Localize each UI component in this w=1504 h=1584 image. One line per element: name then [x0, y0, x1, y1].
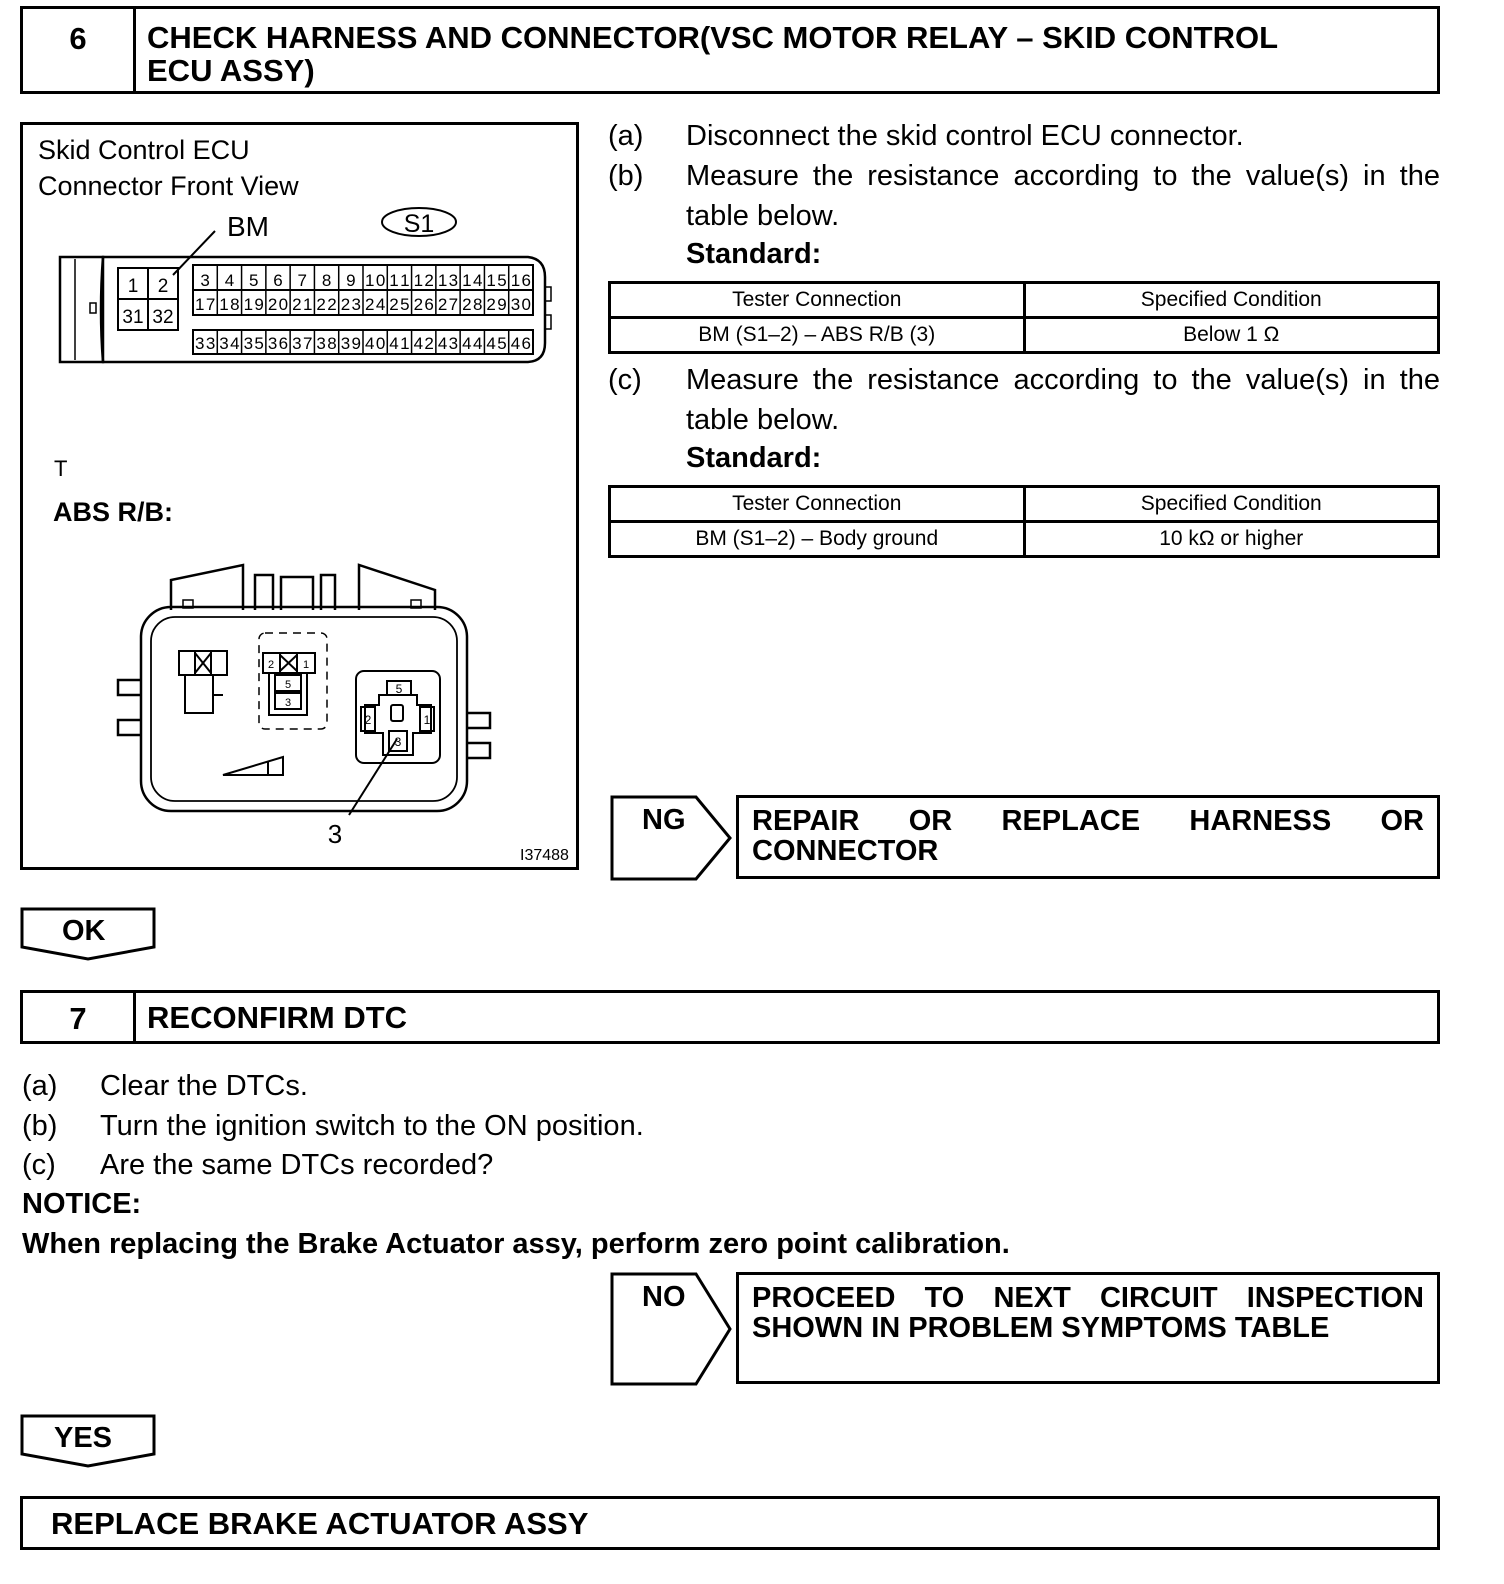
- step6-item-b: [608, 156, 1448, 236]
- small-relay-socket: [259, 633, 327, 729]
- relay-pin-2: 2: [364, 713, 372, 727]
- pin-label: 37: [292, 334, 313, 353]
- step6-item-b-line1: Measure the resistance according to the value(s) in the: [686, 160, 1440, 192]
- pin-label: 3: [200, 271, 210, 290]
- small-pin-5: 5: [284, 679, 292, 691]
- step7-item-a-label: (a): [22, 1070, 58, 1102]
- final-action-box: [20, 1496, 1440, 1550]
- step7-item-a: [22, 1066, 822, 1106]
- no-word: CIRCUIT: [1099, 1282, 1218, 1314]
- pin-label: 27: [437, 295, 459, 314]
- step6-item-c-line2: table below.: [686, 404, 840, 436]
- pin-label: 17: [195, 295, 216, 314]
- bm-pin-label: BM: [227, 211, 269, 242]
- spec-table-2-header: [610, 487, 1439, 522]
- figure-caption-line1: Skid Control ECU: [38, 135, 250, 165]
- pin-label: 24: [365, 295, 386, 314]
- table-row: [610, 522, 1439, 557]
- table2-header-connection: Tester Connection: [610, 487, 1025, 522]
- no-word: INSPECTION: [1246, 1282, 1424, 1314]
- fuse-socket-left: [179, 651, 227, 713]
- small-pin-3: 3: [284, 697, 292, 709]
- pin-label: 13: [437, 271, 459, 290]
- ng-word: REPLACE: [1001, 805, 1141, 837]
- no-result-line1: [752, 1283, 1424, 1314]
- spec-table-2: [608, 485, 1440, 558]
- ng-result-line1: [752, 806, 1424, 837]
- table1-header-connection: Tester Connection: [610, 283, 1025, 318]
- step6-header-divider: [133, 9, 136, 91]
- pin-31: 31: [122, 307, 144, 328]
- step6-item-b-line2: table below.: [686, 200, 840, 232]
- step7-item-b-label: (b): [22, 1110, 58, 1142]
- table1-cell-condition: Below 1 Ω: [1024, 318, 1439, 353]
- pin-label: 35: [243, 334, 264, 353]
- pin-label: 15: [486, 271, 507, 290]
- ng-label: NG: [642, 804, 686, 836]
- step7-item-a-text: Clear the DTCs.: [100, 1070, 308, 1102]
- pin-label: 41: [389, 334, 410, 353]
- pin-label: 19: [243, 295, 264, 314]
- pin-label: 29: [486, 295, 507, 314]
- step6-header: [20, 6, 1440, 94]
- pin-label: 5: [248, 271, 259, 290]
- step7-item-b-text: Turn the ignition switch to the ON position.: [100, 1110, 644, 1142]
- pin-2: 2: [157, 276, 169, 297]
- spec-table-1: [608, 281, 1440, 354]
- pin-label: 21: [292, 295, 313, 314]
- relay-pin-3: 3: [394, 735, 402, 749]
- stray-letter: T: [54, 456, 68, 481]
- small-pin-1: 1: [302, 659, 310, 671]
- pin-label: 16: [510, 271, 531, 290]
- pin-label: 10: [365, 271, 386, 290]
- connector-code: S1: [403, 210, 435, 238]
- step6-item-a: [608, 116, 1448, 156]
- pin-label: 33: [195, 334, 216, 353]
- pin-32: 32: [152, 307, 174, 328]
- step7-item-c-text: Are the same DTCs recorded?: [100, 1149, 494, 1181]
- pin-label: 43: [437, 334, 459, 353]
- step7-number: 7: [69, 1001, 87, 1036]
- pin-label: 42: [413, 334, 434, 353]
- step6-item-c-label: (c): [608, 364, 642, 396]
- table1-cell-connection: BM (S1–2) – ABS R/B (3): [610, 318, 1025, 353]
- pin-label: 45: [486, 334, 507, 353]
- pin-label: 44: [462, 334, 483, 353]
- table1-header-condition: Specified Condition: [1024, 283, 1439, 318]
- pin-label: 22: [316, 295, 337, 314]
- step6-item-a-text: Disconnect the skid control ECU connector.: [686, 120, 1244, 152]
- pin-1: 1: [127, 276, 139, 297]
- pin-label: 18: [219, 295, 240, 314]
- step7-header-divider: [133, 993, 136, 1041]
- relay-pin-1: 1: [423, 713, 431, 727]
- ng-word: HARNESS: [1189, 805, 1332, 837]
- step7-item-c-label: (c): [22, 1149, 56, 1181]
- figure-caption-line2: Connector Front View: [38, 171, 299, 201]
- ng-result-line2: CONNECTOR: [752, 835, 939, 867]
- ok-label: OK: [62, 915, 106, 947]
- no-result-box: [736, 1272, 1440, 1384]
- pin-label: 34: [219, 334, 240, 353]
- step6-title-line1: CHECK HARNESS AND CONNECTOR(VSC MOTOR RELAY – SKID CONTROL: [147, 20, 1279, 55]
- wedge-mark: [223, 757, 283, 775]
- no-word: NEXT: [993, 1282, 1071, 1314]
- abs-rb-label: ABS R/B:: [53, 497, 173, 527]
- step6-item-c: [608, 360, 1448, 440]
- step6-item-b-label: (b): [608, 160, 644, 192]
- no-label: NO: [642, 1281, 686, 1313]
- pin-label: 28: [462, 295, 483, 314]
- pin-label: 12: [413, 271, 434, 290]
- small-pin-2: 2: [267, 659, 275, 671]
- connector-figure: [20, 122, 579, 870]
- pin-label: 38: [316, 334, 337, 353]
- pin-label: 20: [267, 295, 289, 314]
- step7-title: RECONFIRM DTC: [147, 1000, 408, 1035]
- ng-result-box: [736, 795, 1440, 879]
- notice-label: NOTICE:: [22, 1188, 142, 1220]
- notice-text: When replacing the Brake Actuator assy, perform zero point calibration.: [22, 1228, 1010, 1260]
- pin-label: 9: [346, 271, 356, 290]
- step7-header: [20, 990, 1440, 1044]
- ng-word: OR: [1380, 805, 1424, 837]
- table2-cell-condition: 10 kΩ or higher: [1024, 522, 1439, 557]
- step6-item-c-line1: Measure the resistance according to the value(s) in the: [686, 364, 1440, 396]
- spec-table-1-header: [610, 283, 1439, 318]
- pin-label: 39: [340, 334, 361, 353]
- pin-label: 40: [365, 334, 386, 353]
- table-row: [610, 318, 1439, 353]
- pin-label: 30: [510, 295, 531, 314]
- standard-label-1: Standard:: [686, 238, 822, 270]
- pin-label: 23: [340, 295, 361, 314]
- pin-label: 6: [273, 271, 283, 290]
- relay-pin-5: 5: [395, 682, 403, 696]
- no-word: PROCEED: [752, 1282, 896, 1314]
- ng-word: REPAIR: [752, 805, 860, 837]
- step6-item-a-label: (a): [608, 120, 644, 152]
- yes-label: YES: [54, 1422, 113, 1454]
- pin-label: 7: [297, 271, 308, 290]
- table2-header-condition: Specified Condition: [1024, 487, 1439, 522]
- ng-word: OR: [908, 805, 953, 837]
- step6-title: [147, 21, 1278, 87]
- abs-relay-block: [118, 565, 490, 811]
- pin-label: 8: [321, 271, 332, 290]
- pin-label: 36: [267, 334, 289, 353]
- pin3-callout: 3: [327, 819, 343, 849]
- step7-item-c: [22, 1145, 822, 1185]
- step7-item-b: [22, 1106, 822, 1146]
- final-action-title: REPLACE BRAKE ACTUATOR ASSY: [51, 1506, 589, 1541]
- pin-label: 26: [413, 295, 434, 314]
- step6-number: 6: [69, 21, 87, 56]
- diagram-svg: [23, 125, 576, 867]
- pin-label: 4: [224, 271, 235, 290]
- pin-label: 14: [462, 271, 483, 290]
- table2-cell-connection: BM (S1–2) – Body ground: [610, 522, 1025, 557]
- standard-label-2: Standard:: [686, 442, 822, 474]
- pin-label: 11: [389, 271, 410, 290]
- pin-label: 25: [389, 295, 410, 314]
- no-word: TO: [924, 1282, 965, 1314]
- step6-title-line2: ECU ASSY): [147, 53, 315, 88]
- pin-label: 46: [510, 334, 531, 353]
- figure-id: I37488: [520, 847, 569, 864]
- no-result-line2: SHOWN IN PROBLEM SYMPTOMS TABLE: [752, 1312, 1330, 1344]
